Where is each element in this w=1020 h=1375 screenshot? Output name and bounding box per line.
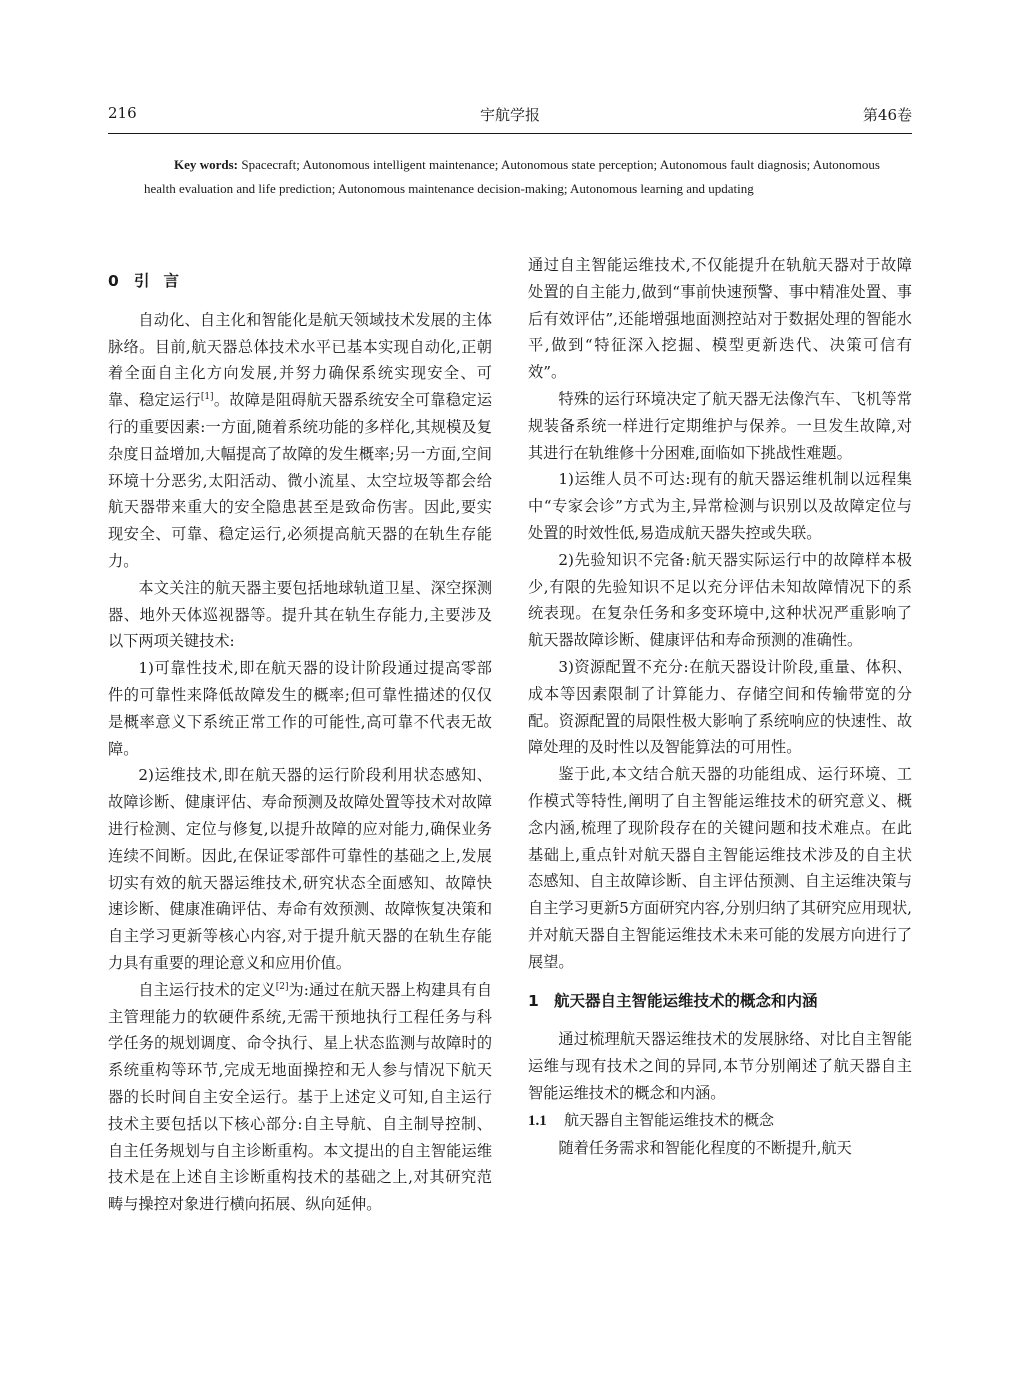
keywords-text: Spacecraft; Autonomous intelligent maintenance; Autonomous state perception; Autonomous fault diagnosis; Autonomous health evaluation and life prediction; Autonomous maintenance decision-making; Autonomous learning and updating [144,157,880,196]
volume-label: 第46卷 [862,106,912,124]
paragraph-text: 自主运行技术的定义 [138,980,276,999]
running-header [108,104,912,132]
subsection-number: 1.1 [528,1112,547,1129]
paragraph: 随着任务需求和智能化程度的不断提升,航天 [558,1138,852,1157]
left-column [108,268,492,1218]
paragraph: 鉴于此,本文结合航天器的功能组成、运行环境、工作模式等特性,阐明了自主智能运维技术的研究意义、概念内涵,梳理了现阶段存在的关键问题和技术难点。在此基础上,重点针对航天器自主智能运维技术涉及的自主状态感知、自主故障诊断、自主评估预测、自主运维决策与自主学习更新5方面研究内容,分别归纳了其研究应用现状,并对航天器自主智能运维技术未来可能的发展方向进行了展望。 [528,765,912,971]
page-number: 216 [108,104,137,122]
paragraph: 3)资源配置不充分:在航天器设计阶段,重量、体积、成本等因素限制了计算能力、存储空间和传输带宽的分配。资源配置的局限性极大影响了系统响应的快速性、故障处理的及时性以及智能算法的可用性。 [528,657,912,757]
citation-ref: [1] [200,392,214,403]
citation-ref: [2] [275,981,289,992]
keywords-block [144,153,880,200]
paragraph: 2)先验知识不完备:航天器实际运行中的故障样本极少,有限的先验知识不足以充分评估未知故障情况下的系统表现。在复杂任务和多变环境中,这种状况严重影响了航天器故障诊断、健康评估和寿命预测的准确性。 [528,550,912,650]
section-heading-0 [108,268,492,295]
header-rule [108,133,912,134]
subsection-heading-1-1 [528,1107,912,1135]
paragraph: 1)可靠性技术,即在航天器的设计阶段通过提高零部件的可靠性来降低故障发生的概率;但可靠性描述的仅仅是概率意义下系统正常工作的可能性,高可靠不代表无故障。 [108,659,492,758]
paragraph-text: 自动化、自主化和智能化是航天领域技术发展的主体脉络。目前,航天器总体技术水平已基本实现自动化,正朝着全面自主化方向发展,并努力确保系统实现安全、可靠、稳定运行 [108,310,492,410]
journal-name: 宇航学报 [479,106,540,124]
paragraph: 本文关注的航天器主要包括地球轨道卫星、深空探测器、地外天体巡视器等。提升其在轨生存能力,主要涉及以下两项关键技术: [108,578,492,651]
paragraph: 特殊的运行环境决定了航天器无法像汽车、飞机等常规装备系统一样进行定期维护与保养。一旦发生故障,对其进行在轨维修十分困难,面临如下挑战性难题。 [528,389,912,462]
section-title: 航天器自主智能运维技术的概念和内涵 [554,991,818,1010]
paragraph-text: 。故障是阻碍航天器系统安全可靠稳定运行的重要因素:一方面,随着系统功能的多样化,其规模及复杂度日益增加,大幅提高了故障的发生概率;另一方面,空间环境十分恶劣,太阳活动、微小流星、太空垃圾等都会给航天器带来重大的安全隐患甚至是致命伤害。因此,要实现安全、可靠、稳定运行,必须提高航天器的在轨生存能力。 [108,391,492,570]
right-column [528,252,912,1161]
paragraph-text: 为:通过在航天器上构建具有自主管理能力的软硬件系统,无需干预地执行工程任务与科学任务的规划调度、命令执行、星上状态监测与故障时的系统重构等环节,完成无地面操控和无人参与情况下航天器的长时间自主安全运行。基于上述定义可知,自主运行技术主要包括以下核心部分:自主导航、自主制导控制、自主任务规划与自主诊断重构。本文提出的自主智能运维技术是在上述自主诊断重构技术的基础之上,对其研究范畴与操控对象进行横向拓展、纵向延伸。 [108,980,493,1214]
paragraph [108,977,492,1218]
section-title: 引言 [134,272,194,290]
section-number: 1 [528,991,539,1010]
paragraph: 通过自主智能运维技术,不仅能提升在轨航天器对于故障处置的自主能力,做到“事前快速预警、事中精准处置、事后有效评估”,还能增强地面测控站对于数据处理的智能水平,做到“特征深入挖掘、模型更新迭代、决策可信有效”。 [528,256,912,382]
paragraph: 1)运维人员不可达:现有的航天器运维机制以远程集中“专家会诊”方式为主,异常检测与识别以及故障定位与处置的时效性低,易造成航天器失控或失联。 [528,470,912,542]
section-heading-1 [528,988,912,1015]
paragraph [108,307,492,575]
subsection-title: 航天器自主智能运维技术的概念 [564,1110,775,1129]
paragraph: 2)运维技术,即在航天器的运行阶段利用状态感知、故障诊断、健康评估、寿命预测及故障处置等技术对故障进行检测、定位与修复,以提升故障的应对能力,确保业务连续不间断。因此,在保证零部件可靠性的基础之上,发展切实有效的航天器运维技术,研究状态全面感知、故障快速诊断、健康准确评估、寿命有效预测、故障恢复决策和自主学习更新等核心内容,对于提升航天器的在轨生存能力具有重要的理论意义和应用价值。 [108,766,492,972]
section-number: 0 [108,272,119,290]
paragraph: 通过梳理航天器运维技术的发展脉络、对比自主智能运维与现有技术之间的异同,本节分别阐述了航天器自主智能运维技术的概念和内涵。 [528,1030,912,1102]
keywords-label: Key words: [174,157,239,172]
